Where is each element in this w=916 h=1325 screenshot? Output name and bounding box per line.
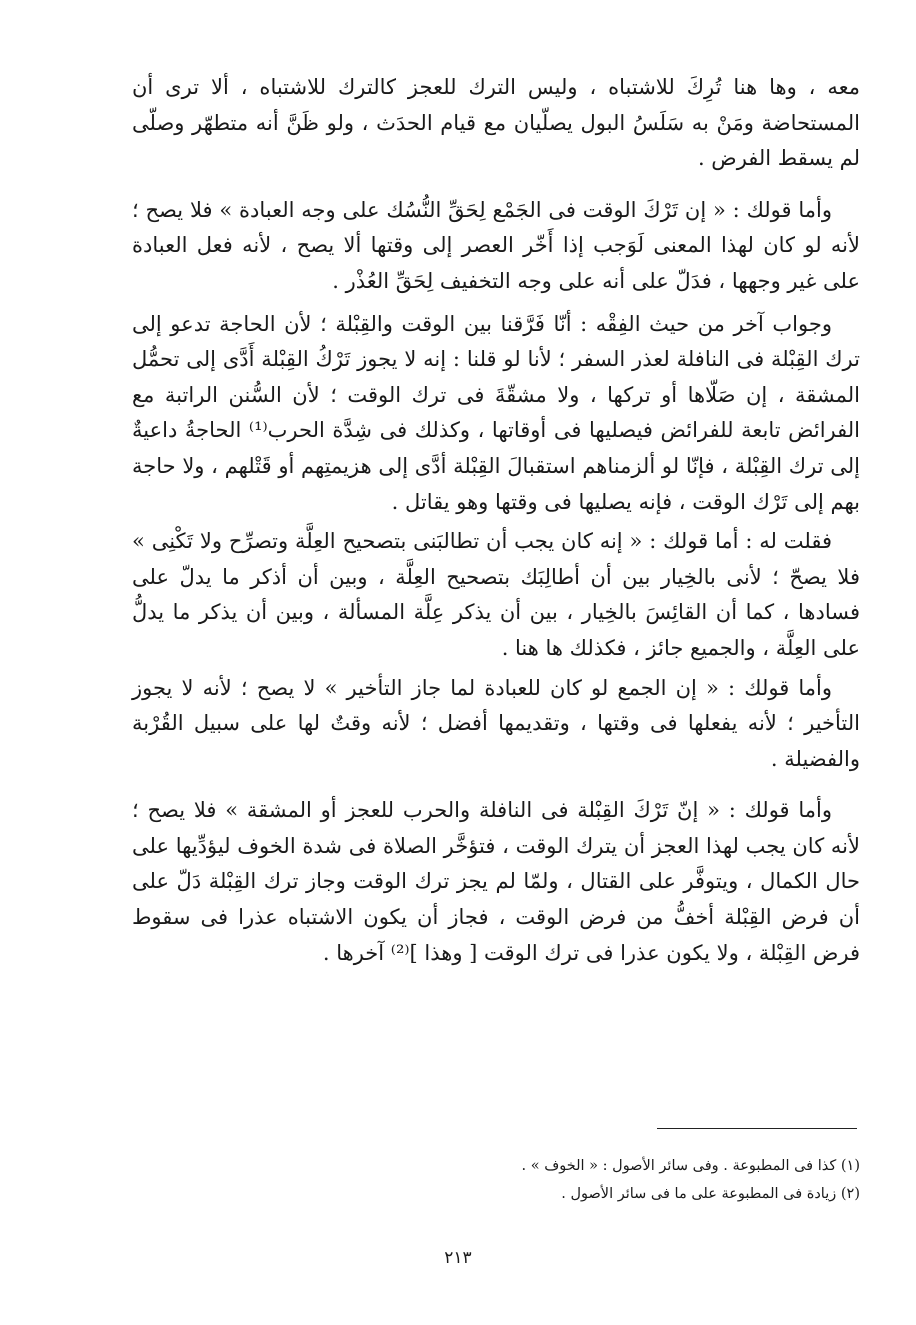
footnote-1: (١) كذا فى المطبوعة . وفى سائر الأصول : « الخوف » .	[521, 1158, 860, 1174]
paragraph-3: وجواب آخر من حيث الفِقْه : أنّا فَرَّقنا بين الوقت والقِبْلة ؛ لأن الحاجة تدعو إلى ترك القِبْلة فى النافلة لعذر السفر ؛ لأنا لو قلنا : إنه لا يجوز تَرْكُ القِبْلة أَدَّى إلى تحمُّل المشقة ، إن صَلّاها أو تركها ، ولا مشقّةَ فى ترك الوقت ؛ لأن السُّنن الراتبة مع الفرائض تابعة للفرائض فيصليها فى أوقاتها ، وكذلك فى شِدَّة الحرب⁽¹⁾ الحاجةُ داعيةٌ إلى ترك القِبْلة ، فإنّا لو ألزمناهم استقبالَ القِبْلة أدَّى إلى هزيمتِهم أو قَتْلهم ، ولا حاجة بهم إلى تَرْك الوقت ، فإنه يصليها فى وقتها وهو يقاتل .	[132, 311, 860, 514]
paragraph-4: فقلت له : أما قولك : « إنه كان يجب أن تطالبَنى بتصحيح العِلَّة وتصرِّح ولا تَكْنِى » فلا يصحّ ؛ لأنى بالخِيار بين أن أطالِبَك بتصحيح العِلَّة ، وبين أن أذكر ما يدلّ على فسادها ، كما أن القائِسَ بالخِيار ، بين أن يذكر عِلَّة المسألة ، وبين أن يذكر ما يدلُّ على العِلَّة ، والجميع جائز ، فكذلك ها هنا .	[132, 529, 860, 660]
paragraph-5: وأما قولك : « إن الجمع لو كان للعبادة لما جاز التأخير » لا يصح ؛ لأنه لا يجوز التأخير ؛ لأنه يفعلها فى وقتها ، وتقديمها أفضل ؛ لأنه وقتٌ لها على سبيل القُرْبة والفضيلة .	[132, 675, 860, 771]
paragraph-2: وأما قولك : « إن تَرْكَ الوقت فى الجَمْع لِحَقِّ النُّسُك على وجه العبادة » فلا يصح ؛ لأنه لو كان لهذا المعنى لَوَجب إذا أَخّر العصر إلى وقتها ألا يصح ، لأنه فعل العبادة على غير وجهها ، فدَلّ على أنه على وجه التخفيف لِحَقِّ العُذْر .	[132, 197, 860, 293]
footnote-2: (٢) زيادة فى المطبوعة على ما فى سائر الأصول .	[561, 1186, 860, 1202]
page-number: ٢١٣	[444, 1248, 472, 1268]
main-text	[132, 70, 860, 971]
footnote-divider	[657, 1128, 857, 1129]
paragraph-6: وأما قولك : « إنّ تَرْكَ القِبْلة فى النافلة والحرب للعجز أو المشقة » فلا يصح ؛ لأنه كان يجب لهذا العجز أن يترك الوقت ، فتؤخَّر الصلاة فى شدة الخوف ليؤدِّيها على حال الكمال ، ويتوفَّر على القتال ، ولمّا لم يجز ترك الوقت وجاز ترك القِبْلة دَلّ على أن فرض القِبْلة أخفُّ من فرض الوقت ، فجاز أن يكون الاشتباه عذرا فى سقوط فرض القِبْلة ، ولا يكون عذرا فى ترك الوقت [ وهذا ]⁽²⁾ آخرها .	[132, 798, 860, 965]
paragraph-1: معه ، وها هنا تُرِكَ للاشتباه ، وليس الترك للعجز كالترك للاشتباه ، ألا ترى أن المستحاضة ومَنْ به سَلَسُ البول يصلّيان مع قيام الحدَث ، ولو ظَنَّ أنه متطهّر وصلّى لم يسقط الفرض .	[132, 75, 860, 171]
footnotes	[300, 1152, 860, 1208]
